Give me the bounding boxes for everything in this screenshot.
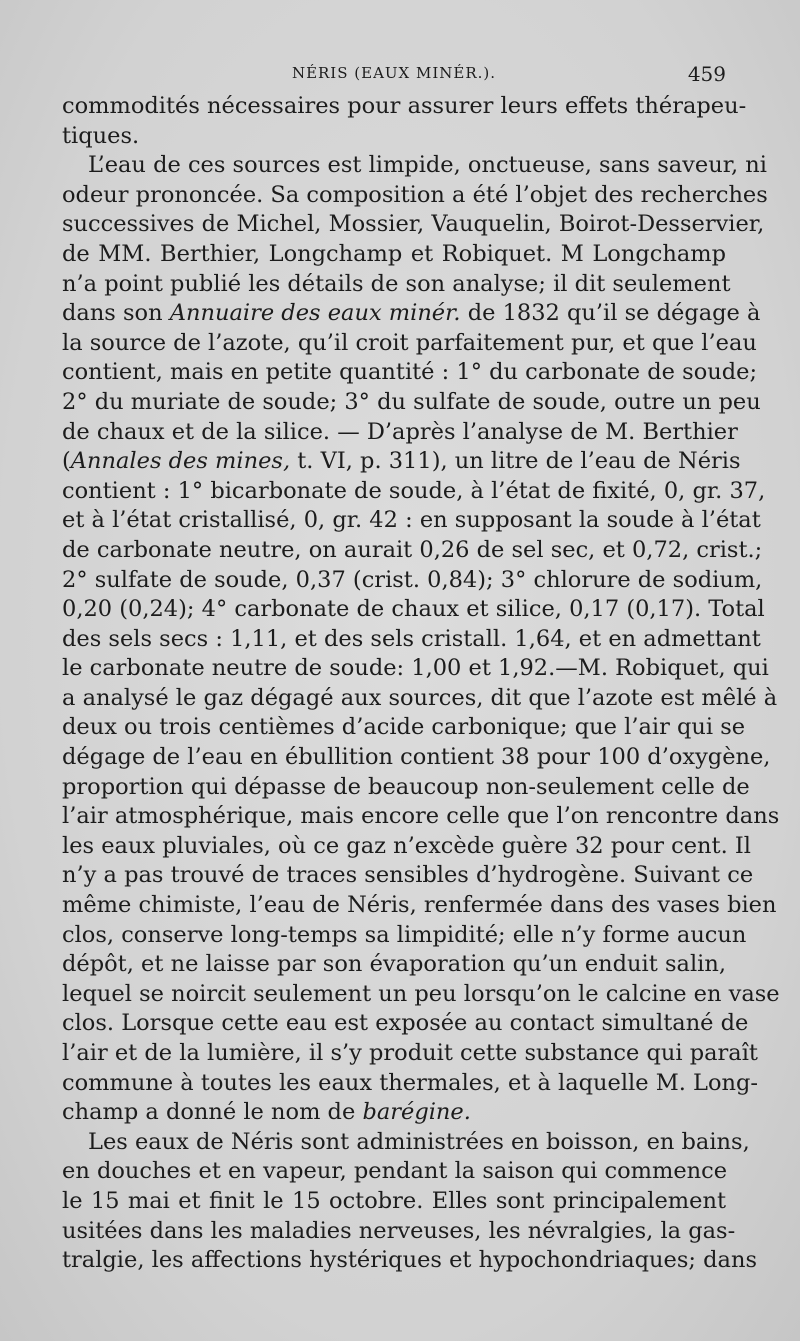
- text-line: [62, 210, 765, 240]
- line-text: commune à toutes les eaux thermales, et à laquelle M. Long-: [62, 1069, 759, 1096]
- line-text: a analysé le gaz dégagé aux sources, dit que l’azote est mêlé à: [62, 684, 778, 711]
- text-line: [62, 1157, 726, 1187]
- line-text: et à l’état cristallisé, 0, gr. 42 : en supposant la soude à l’état: [62, 507, 761, 534]
- line-text: usitées dans les maladies nerveuses, les névralgies, la gas-: [62, 1217, 736, 1244]
- line-text: 2° sulfate de soude, 0,37 (crist. 0,84); 3° chlorure de sodium,: [62, 566, 763, 593]
- text-line: [62, 1069, 759, 1099]
- body-text: [62, 92, 780, 1276]
- line-text: n’a point publié les détails de son analyse; il dit seulement: [62, 270, 731, 297]
- text-line: [62, 299, 761, 329]
- line-text-after: de 1832 qu’il se dégage à: [467, 300, 761, 327]
- line-text-after: t. VI, p. 311), un litre de l’eau de Néris: [297, 448, 741, 475]
- text-line: [62, 891, 777, 921]
- text-line: [62, 595, 765, 625]
- line-text: les eaux pluviales, où ce gaz n’excède guère 32 pour cent. Il: [62, 832, 751, 859]
- line-text: l’air atmosphérique, mais encore celle que l’on rencontre dans: [62, 803, 780, 830]
- italic-title: barégine.: [362, 1099, 471, 1126]
- text-line: [62, 743, 771, 773]
- line-text: même chimiste, l’eau de Néris, renfermée dans des vases bien: [62, 892, 777, 919]
- line-text: tralgie, les affections hystériques et hypochondriaques; dans: [62, 1247, 757, 1274]
- line-text: n’y a pas trouvé de traces sensibles d’hydrogène. Suivant ce: [62, 862, 754, 889]
- italic-title: Annuaire des eaux minér.: [169, 300, 461, 327]
- text-line: [62, 1009, 749, 1039]
- line-text: la source de l’azote, qu’il croit parfaitement pur, et que l’eau: [62, 329, 757, 356]
- text-line: [62, 1128, 750, 1158]
- line-text: contient, mais en petite quantité : 1° du carbonate de soude;: [62, 359, 758, 386]
- text-line: [62, 388, 761, 418]
- line-text: de carbonate neutre, on aurait 0,26 de sel sec, et 0,72, crist.;: [62, 536, 763, 563]
- line-text: dépôt, et ne laisse par son évaporation qu’un enduit salin,: [62, 951, 726, 978]
- line-text: champ a donné le nom de: [62, 1099, 356, 1126]
- text-line: [62, 1187, 726, 1217]
- text-line: [62, 1246, 757, 1276]
- line-text: Les eaux de Néris sont administrées en boisson, en bains,: [88, 1128, 750, 1155]
- text-line: [62, 536, 763, 566]
- running-head: [62, 62, 726, 86]
- text-line: [62, 477, 766, 507]
- text-line: [62, 447, 741, 477]
- line-text: le carbonate neutre de soude: 1,00 et 1,92.—M. Robiquet, qui: [62, 655, 769, 682]
- line-text: commodités nécessaires pour assurer leurs effets thérapeu-: [62, 93, 747, 119]
- page-number: 459: [687, 62, 726, 86]
- line-text: lequel se noircit seulement un peu lorsqu’on le calcine en vase: [62, 980, 780, 1007]
- line-text: L’eau de ces sources est limpide, onctueuse, sans saveur, ni: [88, 152, 767, 179]
- line-text: dans son: [62, 300, 163, 327]
- text-line: [62, 122, 726, 152]
- italic-title: Annales des mines,: [70, 448, 291, 475]
- text-line: [62, 625, 761, 655]
- text-line: [62, 358, 758, 388]
- text-line: [62, 329, 757, 359]
- line-text: de MM. Berthier, Longchamp et Robiquet. M Longchamp: [62, 240, 726, 267]
- text-line: [62, 832, 751, 862]
- text-line: [62, 566, 763, 596]
- line-text: de chaux et de la silice. — D’après l’analyse de M. Berthier: [62, 418, 738, 445]
- text-line: [62, 1098, 726, 1128]
- text-line: [62, 418, 738, 448]
- text-line: [62, 654, 769, 684]
- text-line: [62, 1039, 758, 1069]
- text-line: [62, 773, 750, 803]
- line-text: clos. Lorsque cette eau est exposée au contact simultané de: [62, 1010, 749, 1037]
- line-text: successives de Michel, Mossier, Vauquelin, Boirot-Desservier,: [62, 211, 765, 238]
- line-text: contient : 1° bicarbonate de soude, à l’état de fixité, 0, gr. 37,: [62, 477, 766, 504]
- text-line: [62, 921, 747, 951]
- line-text: clos, conserve long-temps sa limpidité; elle n’y forme aucun: [62, 921, 747, 948]
- text-line: [62, 240, 726, 270]
- text-line: [62, 980, 780, 1010]
- text-line: [62, 92, 747, 122]
- line-text: 0,20 (0,24); 4° carbonate de chaux et silice, 0,17 (0,17). Total: [62, 596, 765, 623]
- line-text: deux ou trois centièmes d’acide carbonique; que l’air qui se: [62, 714, 746, 741]
- text-line: [62, 802, 780, 832]
- line-text: l’air et de la lumière, il s’y produit cette substance qui paraît: [62, 1040, 758, 1066]
- line-text: proportion qui dépasse de beaucoup non-seulement celle de: [62, 773, 750, 800]
- line-text: en douches et en vapeur, pendant la saison qui commence: [62, 1158, 728, 1185]
- text-line: [62, 713, 746, 743]
- line-text: (: [62, 448, 71, 475]
- running-title: NÉRIS (EAUX MINÉR.).: [291, 64, 497, 82]
- text-line: [62, 950, 726, 980]
- line-text: 2° du muriate de soude; 3° du sulfate de soude, outre un peu: [62, 388, 761, 415]
- line-text: odeur prononcée. Sa composition a été l’objet des recherches: [62, 181, 768, 208]
- line-text: des sels secs : 1,11, et des sels cristall. 1,64, et en admettant: [62, 625, 761, 652]
- text-line: [62, 684, 778, 714]
- text-line: [62, 506, 761, 536]
- text-line: [62, 861, 754, 891]
- text-line: [62, 151, 767, 181]
- line-text: dégage de l’eau en ébullition contient 38 pour 100 d’oxygène,: [62, 744, 771, 771]
- text-line: [62, 270, 731, 300]
- line-text: tiques.: [62, 122, 140, 149]
- text-line: [62, 1217, 736, 1247]
- line-text: le 15 mai et finit le 15 octobre. Elles sont principalement: [62, 1187, 726, 1214]
- text-line: [62, 181, 768, 211]
